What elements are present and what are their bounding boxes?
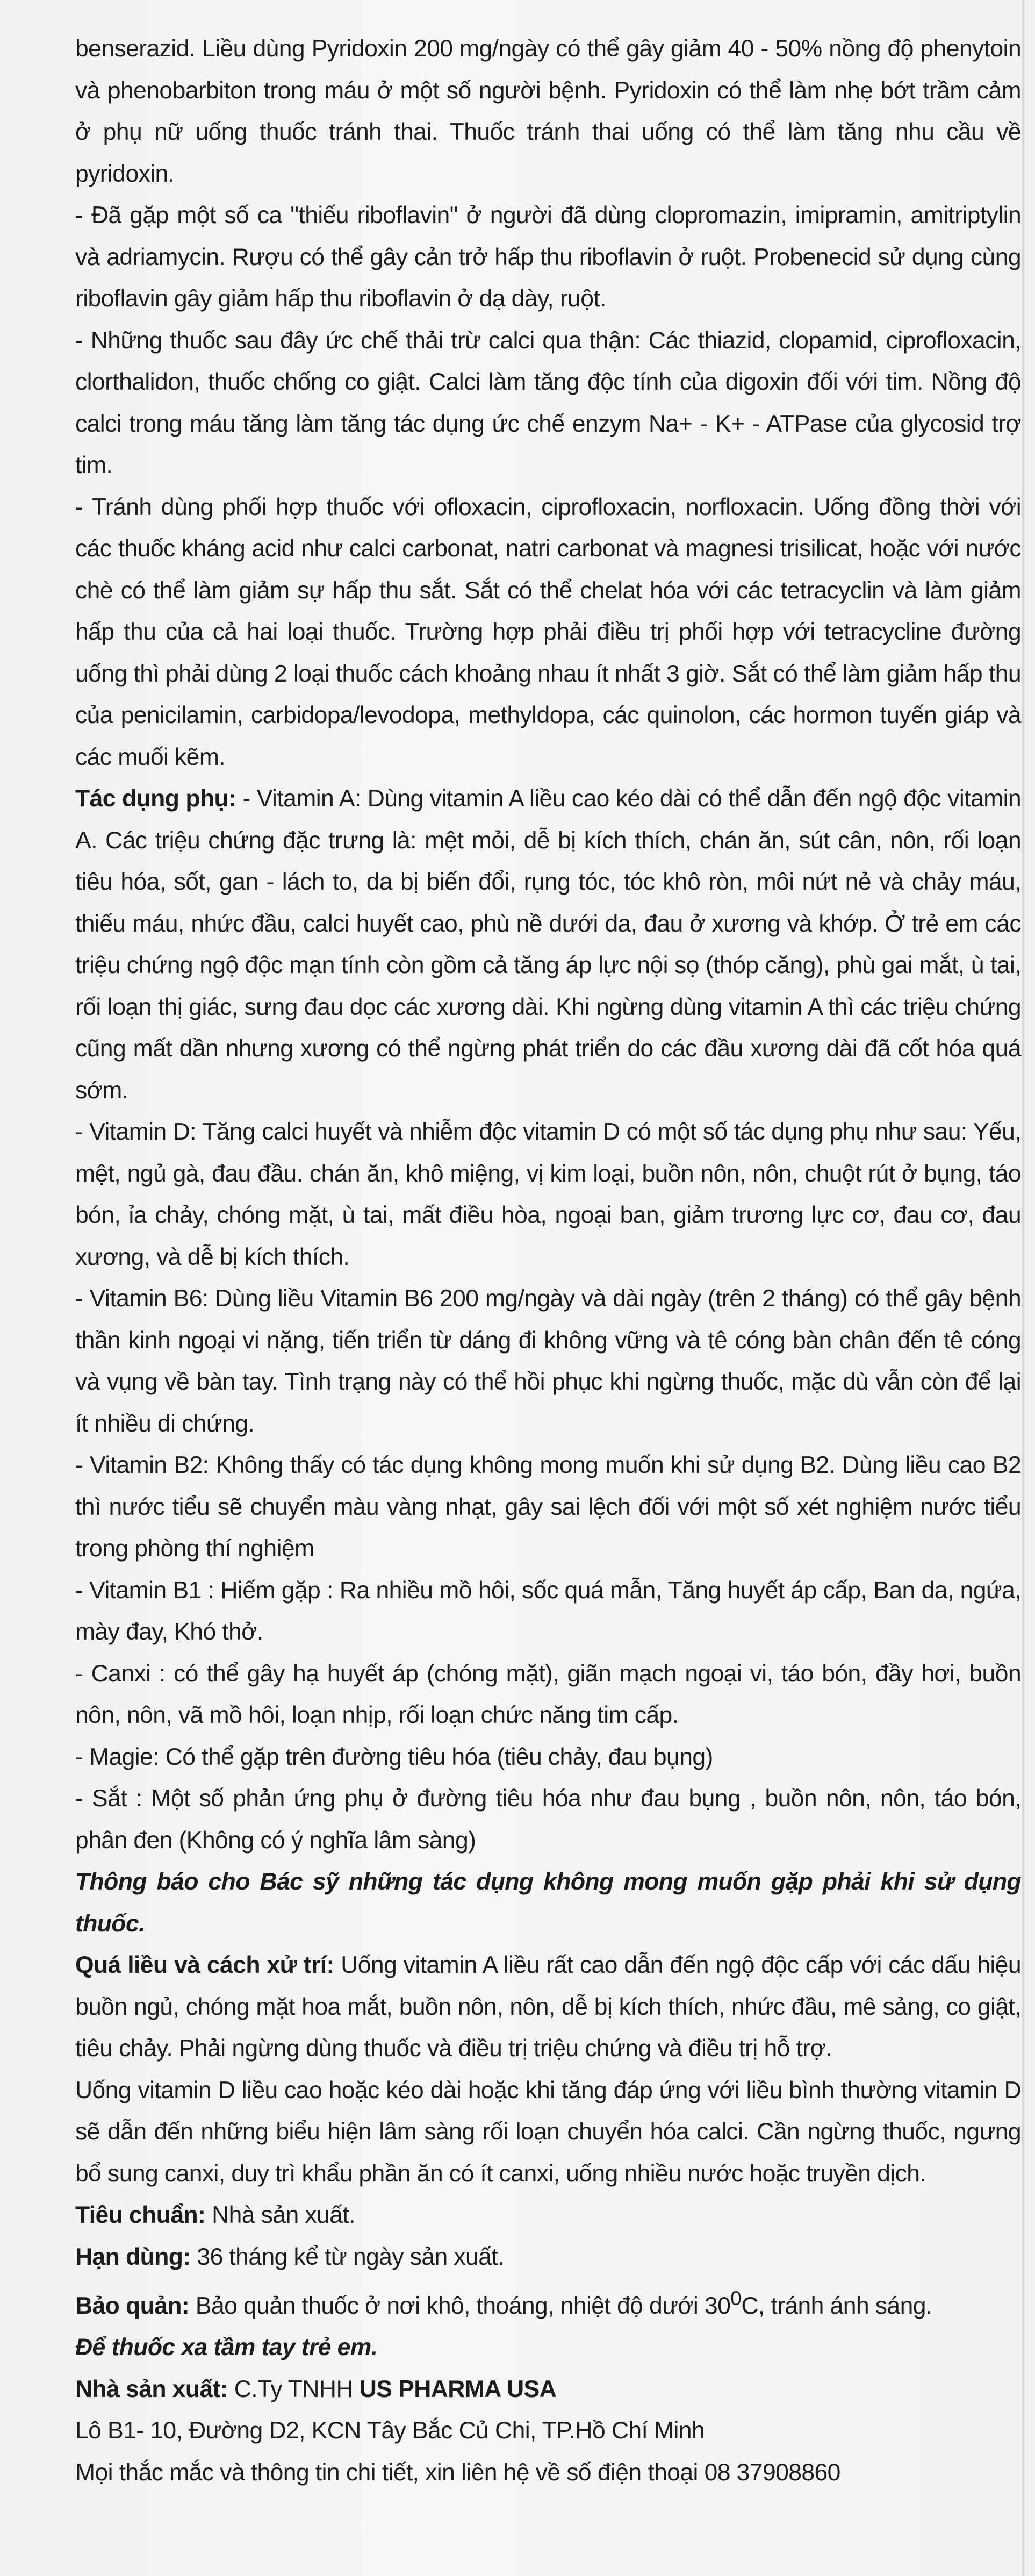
overdose-vitamin-a-text: Uống vitamin A liều rất cao dẫn đến ngộ độc cấp với các dấu hiệu buồn ngủ, chóng mặt hoa mắt, buồn nôn, nôn, dễ bị kích thích, nhức đầu, mê sảng, co giật, tiêu chảy. Phải ngừng dùng thuốc và điều trị triệu chứng và điều trị hỗ trợ.: [75, 1952, 1021, 2062]
leaflet-text: [75, 28, 1021, 2493]
side-effects-canxi: - Canxi : có thể gây hạ huyết áp (chóng mặt), giãn mạch ngoại vi, táo bón, đầy hơi, buồn nôn, nôn, vã mồ hôi, loạn nhịp, rối loạn chức năng tim cấp.: [75, 1660, 1021, 1728]
expiry: [75, 2236, 1021, 2278]
storage: [75, 2278, 1021, 2327]
contact-line: Mọi thắc mắc và thông tin chi tiết, xin liên hệ về số điện thoại 08 37908860: [75, 2459, 840, 2486]
side-effects-vitamin-b6: - Vitamin B6: Dùng liều Vitamin B6 200 mg/ngày và dài ngày (trên 2 tháng) có thể gây bệnh thần kinh ngoại vi nặng, tiến triển từ dáng đi không vững và tê cóng bàn chân đến tê cóng và vụng về bàn tay. Tình trạng này có thể hồi phục khi ngừng thuốc, mặc dù vẫn còn để lại ít nhiều di chứng.: [75, 1285, 1021, 1437]
storage-unit: C, tránh ánh sáng.: [741, 2292, 932, 2319]
side-effects-vitamin-b2: - Vitamin B2: Không thấy có tác dụng không mong muốn khi sử dụng B2. Dùng liều cao B2 thì nước tiểu sẽ chuyển màu vàng nhạt, gây sai lệch đối với một số xét nghiệm nước tiểu trong phòng thí nghiệm: [75, 1452, 1021, 1562]
side-effects-vitamin-a-text: - Vitamin A: Dùng vitamin A liều cao kéo dài có thể dẫn đến ngộ độc vitamin A. Các triệu chứng đặc trưng là: mệt mỏi, dễ bị kích thích, chán ăn, sút cân, nôn, rối loạn tiêu hóa, sốt, gan - lách to, da bị biến đổi, rụng tóc, tóc khô ròn, môi nứt nẻ và chảy máu, thiếu máu, nhức đầu, calci huyết cao, phù nề dưới da, đau ở xương và khớp. Ở trẻ em các triệu chứng ngộ độc mạn tính còn gồm cả tăng áp lực nội sọ (thóp căng), phù gai mắt, ù tai, rối loạn thị giác, sưng đau dọc các xương dài. Khi ngừng dùng vitamin A thì các triệu chứng cũng mất dần nhưng xương có thể ngừng phát triển do các đầu xương dài đã cốt hóa quá sớm.: [75, 785, 1022, 1104]
expiry-value: 36 tháng kể từ ngày sản xuất.: [190, 2243, 504, 2270]
side-effects-magie: - Magie: Có thể gặp trên đường tiêu hóa (tiêu chảy, đau bụng): [75, 1743, 713, 1770]
standard: [75, 2194, 1021, 2236]
interaction-riboflavin: - Đã gặp một số ca "thiếu riboflavin" ở người đã dùng clopromazin, imipramin, amitriptylin và adriamycin. Rượu có thể gây cản trở hấp thu riboflavin ở ruột. Probenecid sử dụng cùng riboflavin gây giảm hấp thu riboflavin ở dạ dày, ruột.: [75, 202, 1021, 312]
storage-degree: 0: [730, 2287, 742, 2309]
side-effects-vitamin-d: - Vitamin D: Tăng calci huyết và nhiễm độc vitamin D có một số tác dụng phụ như sau: Yếu, mệt, ngủ gà, đau đầu. chán ăn, khô miệng, vị kim loại, buồn nôn, nôn, chuột rút ở bụng, táo bón, ỉa chảy, chóng mặt, ù tai, mất điều hòa, ngoại ban, giảm trương lực cơ, đau cơ, đau xương, và dễ bị kích thích.: [75, 1119, 1021, 1270]
overdose-vitamin-a: [75, 1944, 1021, 2070]
manufacturer-label: Nhà sản xuất:: [75, 2375, 228, 2402]
page-edge: [1022, 0, 1024, 2576]
side-effects-label: Tác dụng phụ:: [75, 785, 236, 812]
side-effects-sat: - Sắt : Một số phản ứng phụ ở đường tiêu hóa như đau bụng , buồn nôn, nôn, táo bón, phân đen (Không có ý nghĩa lâm sàng): [75, 1785, 1021, 1854]
overdose-label: Quá liều và cách xử trí:: [75, 1952, 334, 1978]
manufacturer-name: US PHARMA USA: [359, 2375, 557, 2402]
interaction-pyridoxin: benserazid. Liều dùng Pyridoxin 200 mg/ngày có thể gây giảm 40 - 50% nồng độ phenytoin và phenobarbiton trong máu ở một số người bệnh. Pyridoxin có thể làm nhẹ bớt trầm cảm ở phụ nữ uống thuốc tránh thai. Thuốc tránh thai uống có thể làm tăng nhu cầu về pyridoxin.: [75, 35, 1021, 187]
overdose-vitamin-d: Uống vitamin D liều cao hoặc kéo dài hoặc khi tăng đáp ứng với liều bình thường vitamin D sẽ dẫn đến những biểu hiện lâm sàng rối loạn chuyển hóa calci. Cần ngừng thuốc, ngưng bổ sung canxi, duy trì khẩu phần ăn có ít canxi, uống nhiều nước hoặc truyền dịch.: [75, 2077, 1021, 2187]
standard-label: Tiêu chuẩn:: [75, 2202, 206, 2228]
interaction-sat: - Tránh dùng phối hợp thuốc với ofloxacin, ciprofloxacin, norfloxacin. Uống đồng thời với các thuốc kháng acid như calci carbonat, natri carbonat và magnesi trisilicat, hoặc với nước chè có thể làm giảm sự hấp thu sắt. Sắt có thể chelat hóa với các tetracyclin và làm giảm hấp thu của cả hai loại thuốc. Trường hợp phải điều trị phối hợp với tetracycline đường uống thì phải dùng 2 loại thuốc cách khoảng nhau ít nhất 3 giờ. Sắt có thể làm giảm hấp thu của penicilamin, carbidopa/levodopa, methyldopa, các quinolon, các hormon tuyến giáp và các muối kẽm.: [75, 493, 1021, 770]
side-effects-vitamin-b1: - Vitamin B1 : Hiếm gặp : Ra nhiều mồ hôi, sốc quá mẫn, Tăng huyết áp cấp, Ban da, ngứa, mày đay, Khó thở.: [75, 1577, 1021, 1645]
storage-value: Bảo quản thuốc ở nơi khô, thoáng, nhiệt độ dưới 30: [189, 2292, 731, 2319]
storage-label: Bảo quản:: [75, 2292, 190, 2319]
standard-value: Nhà sản xuất.: [205, 2202, 355, 2228]
side-effects-vitamin-a: [75, 778, 1021, 1111]
doctor-notice: Thông báo cho Bác sỹ những tác dụng không mong muốn gặp phải khi sử dụng thuốc.: [75, 1869, 1021, 1937]
children-warning: Để thuốc xa tầm tay trẻ em.: [75, 2334, 378, 2361]
manufacturer: [75, 2369, 1021, 2410]
manufacturer-address: Lô B1- 10, Đường D2, KCN Tây Bắc Củ Chi, TP.Hồ Chí Minh: [75, 2417, 705, 2444]
expiry-label: Hạn dùng:: [75, 2243, 191, 2270]
manufacturer-prefix: C.Ty TNHH: [228, 2375, 360, 2402]
interaction-calci: - Những thuốc sau đây ức chế thải trừ calci qua thận: Các thiazid, clopamid, ciprofloxacin, clorthalidon, thuốc chống co giật. Calci làm tăng độc tính của digoxin đối với tim. Nồng độ calci trong máu tăng làm tăng tác dụng ức chế enzym Na+ - K+ - ATPase của glycosid trợ tim.: [75, 327, 1021, 478]
